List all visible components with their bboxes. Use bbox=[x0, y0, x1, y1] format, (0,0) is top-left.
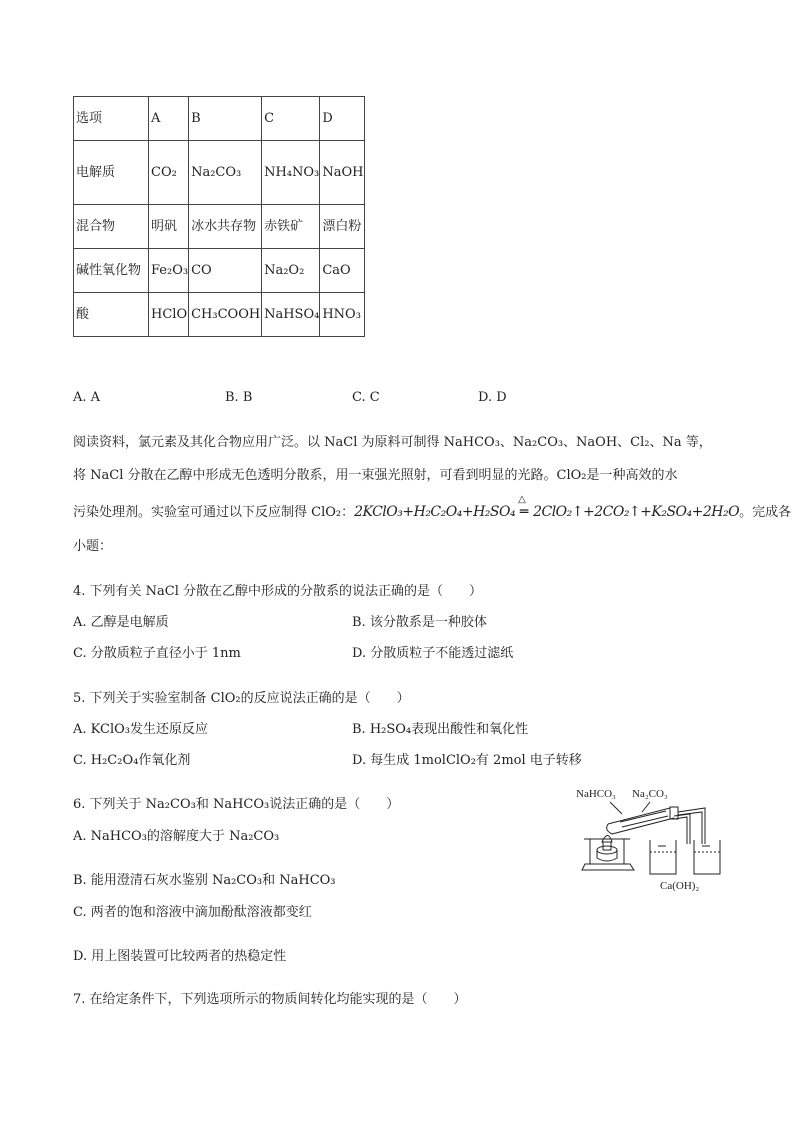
reading-line-3-prefix: 污染处理剂。实验室可通过以下反应制得 ClO₂： bbox=[73, 505, 355, 520]
q3-option-d: D. D bbox=[478, 390, 507, 405]
q6-option-a: A. NaHCO₃的溶解度大于 Na₂CO₃ bbox=[73, 829, 280, 844]
reading-line-1: 阅读资料，氯元素及其化合物应用广泛。以 NaCl 为原料可制得 NaHCO₃、Na₂CO₃、NaOH、Cl₂、Na 等， bbox=[73, 435, 712, 450]
q4-option-b: B. 该分散系是一种胶体 bbox=[352, 615, 487, 630]
q5-option-d: D. 每生成 1molClO₂有 2mol 电子转移 bbox=[352, 753, 582, 768]
q4-option-d: D. 分散质粒子不能透过滤纸 bbox=[352, 646, 514, 661]
table-cell: CH₃COOH bbox=[189, 293, 262, 337]
table-header-cell: 选项 bbox=[74, 97, 149, 141]
table-header-cell: A bbox=[149, 97, 189, 141]
table-cell: NH₄NO₃ bbox=[262, 141, 320, 205]
label-limewater: Ca(OH)₂ bbox=[660, 880, 700, 892]
q7-stem: 7. 在给定条件下，下列选项所示的物质间转化均能实现的是（ ） bbox=[73, 992, 467, 1007]
q6-stem: 6. 下列关于 Na₂CO₃和 NaHCO₃说法正确的是（ ） bbox=[73, 797, 400, 812]
table-row-label: 酸 bbox=[74, 293, 149, 337]
table-cell: 赤铁矿 bbox=[262, 205, 320, 249]
reaction-condition bbox=[515, 494, 533, 522]
heat-symbol: △ bbox=[518, 494, 526, 505]
classification-table bbox=[73, 96, 365, 337]
table-cell: HClO bbox=[149, 293, 189, 337]
table-row-label: 电解质 bbox=[74, 141, 149, 205]
reaction-equation-left: 2KClO₃+H₂C₂O₄+H₂SO₄ bbox=[354, 504, 516, 520]
table-row-label: 混合物 bbox=[74, 205, 149, 249]
reading-line-3-suffix: 。完成各 bbox=[739, 505, 792, 520]
q5-option-b: B. H₂SO₄表现出酸性和氧化性 bbox=[352, 722, 529, 737]
q6-option-d: D. 用上图装置可比较两者的热稳定性 bbox=[73, 949, 287, 964]
label-nahco3: NaHCO₃ bbox=[576, 788, 616, 800]
table-cell: CaO bbox=[320, 249, 365, 293]
q6-option-b: B. 能用澄清石灰水鉴别 Na₂CO₃和 NaHCO₃ bbox=[73, 873, 336, 888]
q5-option-c: C. H₂C₂O₄作氧化剂 bbox=[73, 753, 191, 768]
q4-stem: 4. 下列有关 NaCl 分散在乙醇中形成的分散系的说法正确的是（ ） bbox=[73, 584, 483, 599]
q5-stem: 5. 下列关于实验室制备 ClO₂的反应说法正确的是（ ） bbox=[73, 691, 410, 706]
q3-option-c: C. C bbox=[352, 390, 380, 405]
table-row-label: 碱性氧化物 bbox=[74, 249, 149, 293]
table-header-cell: D bbox=[320, 97, 365, 141]
table-cell: NaOH bbox=[320, 141, 365, 205]
table-cell: Na₂CO₃ bbox=[189, 141, 262, 205]
table-cell: CO₂ bbox=[149, 141, 189, 205]
q5-option-a: A. KClO₃发生还原反应 bbox=[73, 722, 208, 737]
table-cell: 冰水共存物 bbox=[189, 205, 262, 249]
q4-option-c: C. 分散质粒子直径小于 1nm bbox=[73, 646, 241, 661]
table-cell: 漂白粉 bbox=[320, 205, 365, 249]
q4-option-a: A. 乙醇是电解质 bbox=[73, 615, 169, 630]
heating-apparatus-diagram bbox=[570, 784, 730, 899]
table-cell: CO bbox=[189, 249, 262, 293]
q6-option-c: C. 两者的饱和溶液中滴加酚酞溶液都变红 bbox=[73, 905, 312, 920]
table-cell: Fe₂O₃ bbox=[149, 249, 189, 293]
table-cell: 明矾 bbox=[149, 205, 189, 249]
table-cell: NaHSO₄ bbox=[262, 293, 320, 337]
reading-line-2: 将 NaCl 分散在乙醇中形成无色透明分散系，用一束强光照射，可看到明显的光路。ClO₂是一种高效的水 bbox=[73, 468, 678, 483]
q3-option-b: B. B bbox=[225, 390, 253, 405]
reading-line-4: 小题： bbox=[73, 539, 113, 554]
table-header-cell: C bbox=[262, 97, 320, 141]
table-cell: Na₂O₂ bbox=[262, 249, 320, 293]
table-cell: HNO₃ bbox=[320, 293, 365, 337]
reading-line-3 bbox=[73, 494, 792, 522]
label-na2co3: Na₂CO₃ bbox=[632, 788, 668, 800]
equals-sign: ═ bbox=[519, 504, 529, 520]
apparatus-drawing bbox=[570, 784, 730, 899]
q3-option-a: A. A bbox=[73, 390, 101, 405]
reaction-equation-right: 2ClO₂↑+2CO₂↑+K₂SO₄+2H₂O bbox=[533, 504, 740, 520]
table-header-cell: B bbox=[189, 97, 262, 141]
